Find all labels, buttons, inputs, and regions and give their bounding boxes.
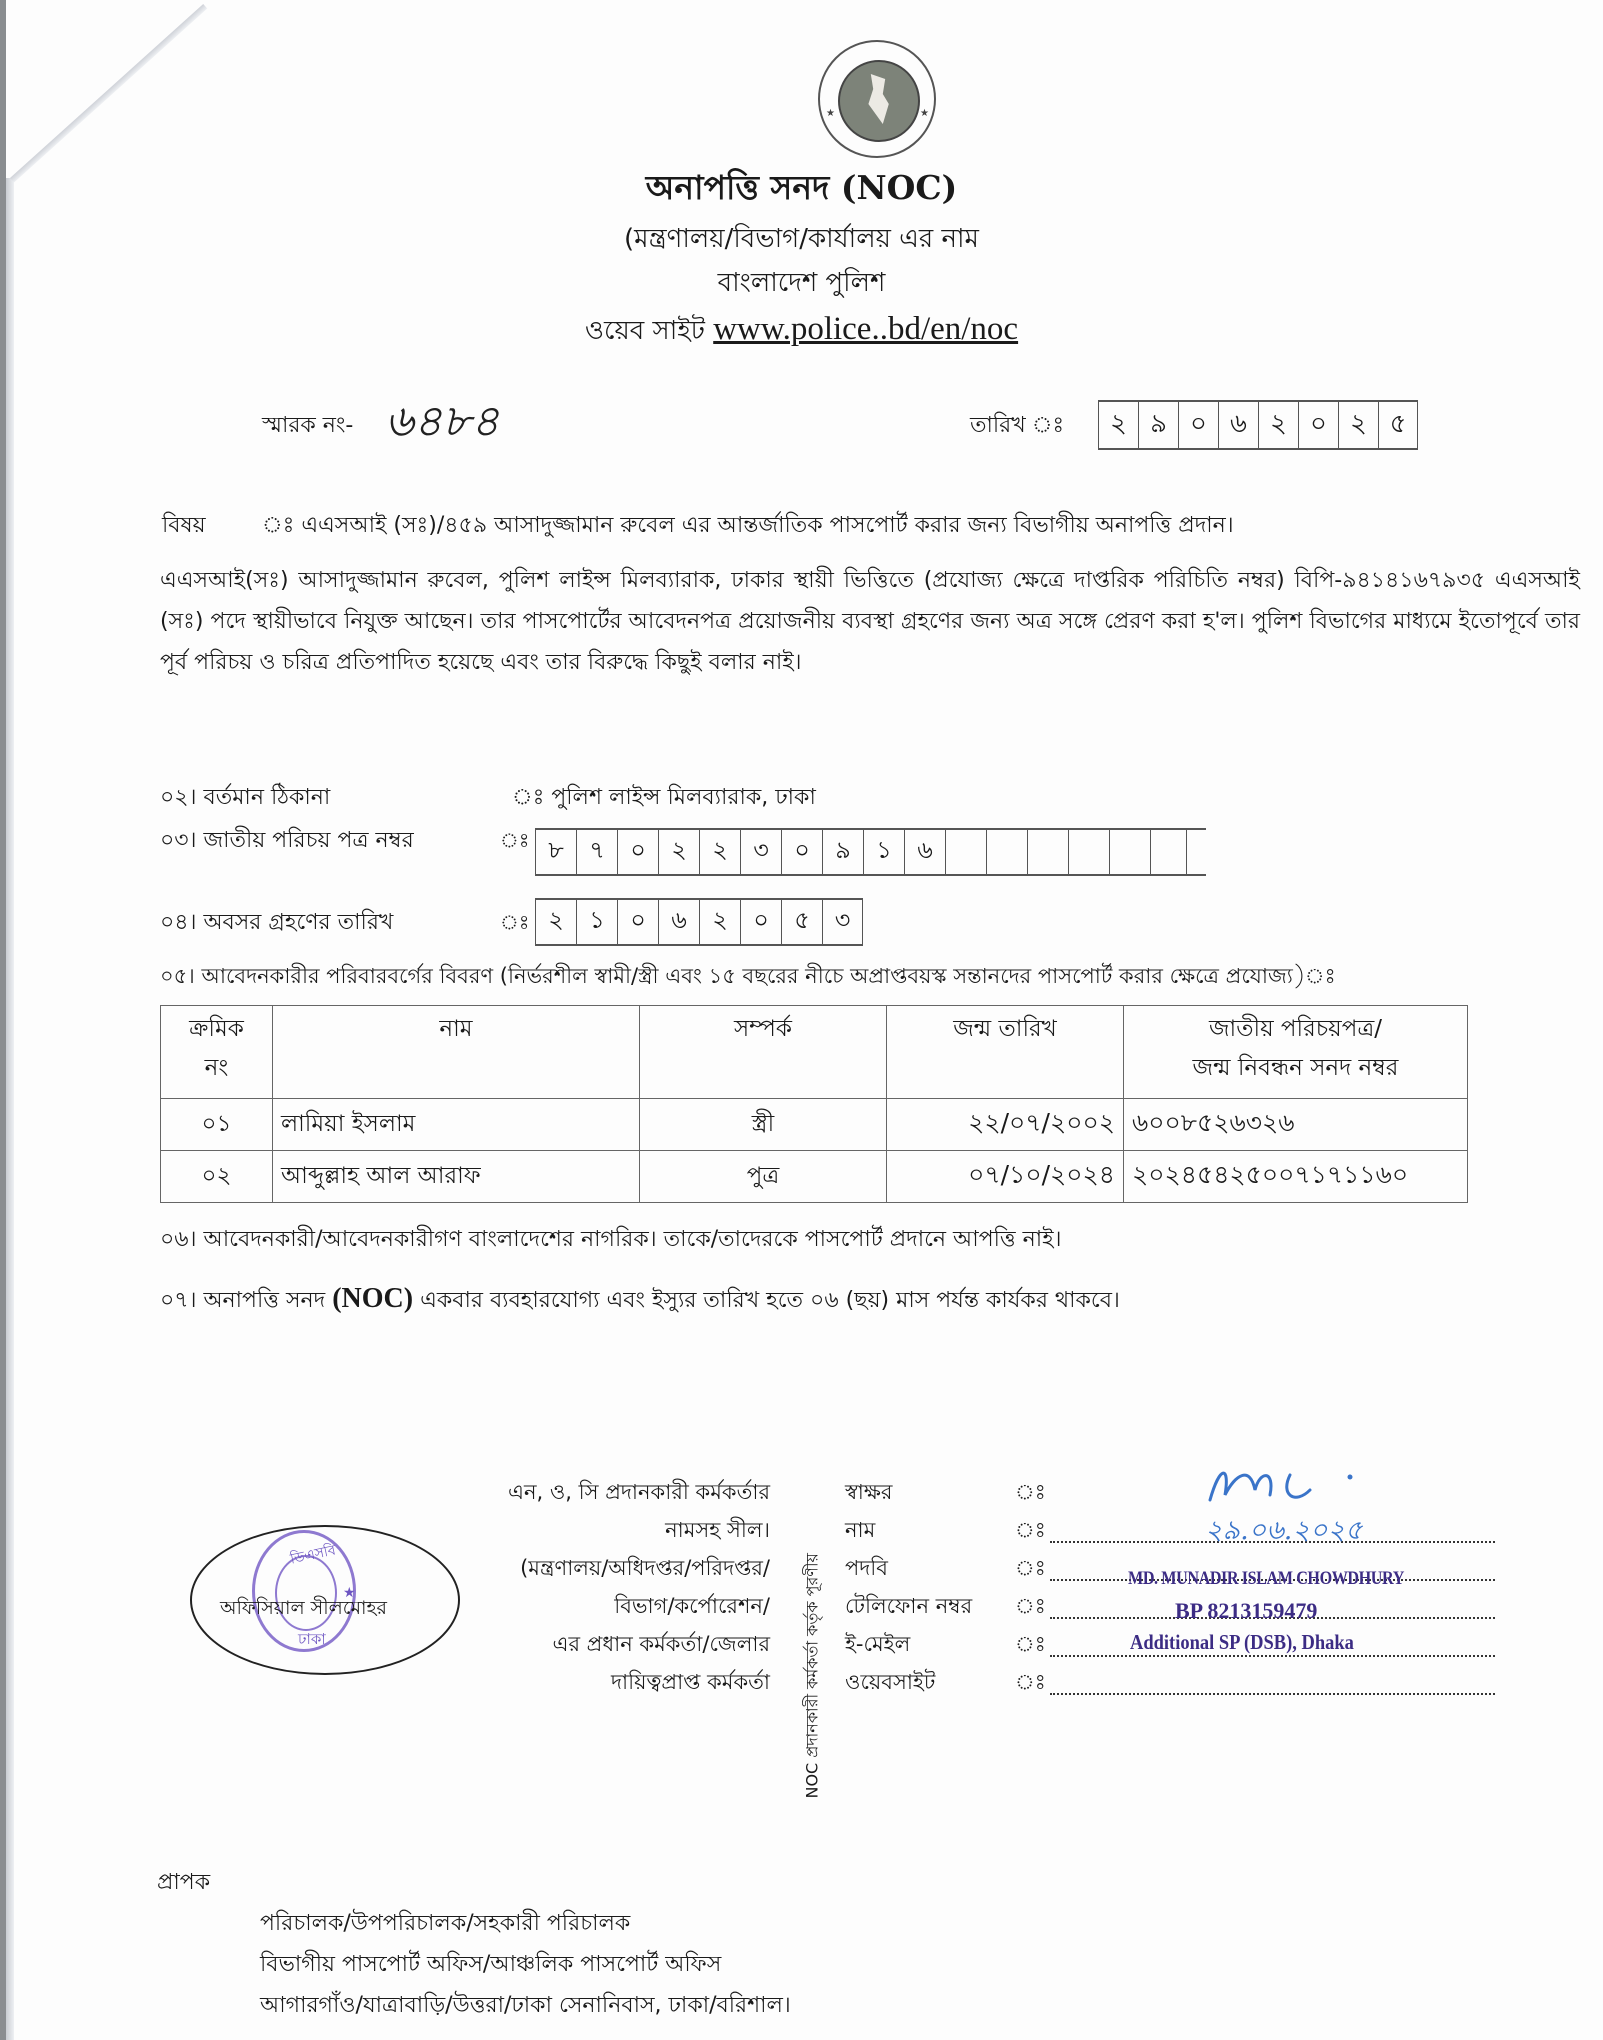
field-label: ওয়েবসাইট xyxy=(845,1670,936,1694)
cell-name: লামিয়া ইসলাম xyxy=(273,1099,640,1151)
retirement-digit: ০ xyxy=(617,900,658,944)
star-icon: ★ xyxy=(826,108,835,119)
retirement-date-boxes xyxy=(535,898,863,946)
field-colon: ঃ xyxy=(1015,1556,1046,1580)
recipient-line: বিভাগীয় পাসপোর্ট অফিস/আঞ্চলিক পাসপোর্ট অফিস xyxy=(260,1952,722,1977)
nid-digit: ৯ xyxy=(822,830,863,874)
table-row xyxy=(161,1099,1468,1151)
ministry-line: (মন্ত্রণালয়/বিভাগ/কার্যালয় এর নাম xyxy=(623,224,979,254)
cell-id-number: ৬০০৮৫২৬৩২৬ xyxy=(1124,1099,1468,1151)
document-title: অনাপত্তি সনদ (NOC) xyxy=(645,168,958,207)
retirement-digit: ৫ xyxy=(781,900,822,944)
column-header-name: নাম xyxy=(273,1006,640,1099)
validity-suffix: একবার ব্যবহারযোগ্য এবং ইস্যুর তারিখ হতে ০৬ (ছয়) মাস পর্যন্ত কার্যকর থাকবে। xyxy=(420,1288,1120,1313)
validity-prefix: ০৭। অনাপত্তি সনদ xyxy=(160,1288,326,1313)
paper-fold-corner xyxy=(10,4,207,182)
field-name xyxy=(845,1511,1495,1549)
ink-seal-top-text: ডিএসবি xyxy=(288,1542,338,1568)
recipient-line: আগারগাঁও/যাত্রাবাড়ি/উত্তরা/ঢাকা সেনানিবাস, ঢাকা/বরিশাল। xyxy=(260,1993,791,2018)
nid-digit-empty xyxy=(1186,830,1206,874)
header-id-line2: জন্ম নিবন্ধন সনদ নম্বর xyxy=(1192,1055,1399,1081)
website-label: ওয়েব সাইট xyxy=(584,316,705,346)
date-digit: ২ xyxy=(1098,402,1138,448)
address-value: ঃ পুলিশ লাইন্স মিলব্যারাক, ঢাকা xyxy=(512,785,816,810)
column-header-serial xyxy=(161,1006,273,1099)
field-label: টেলিফোন নম্বর xyxy=(845,1594,973,1618)
subject-text: ঃ এএসআই (সঃ)/৪৫৯ আসাদুজ্জামান রুবেল এর আন্তর্জাতিক পাসপোর্ট করার জন্য বিভাগীয় অনাপত্তি প্রদান। xyxy=(262,513,1234,538)
cell-serial: ০১ xyxy=(161,1099,273,1151)
header-serial-line1: ক্রমিক xyxy=(189,1016,244,1042)
cell-dob: ২২/০৭/২০০২ xyxy=(887,1099,1124,1151)
handwritten-signature-icon xyxy=(1200,1455,1380,1515)
stamp-bp-number: BP 8213159479 xyxy=(1175,1598,1318,1623)
date-digit: ০ xyxy=(1178,402,1218,448)
cell-relation: পুত্র xyxy=(640,1151,887,1203)
nid-digit: ৮ xyxy=(535,830,576,874)
ink-seal-bottom-text: ঢাকা xyxy=(298,1630,326,1648)
field-colon: ঃ xyxy=(1015,1670,1046,1694)
citizenship-statement: ০৬। আবেদনকারী/আবেদনকারীগণ বাংলাদেশের নাগরিক। তাকে/তাদেরকে পাসপোর্ট প্রদানে আপত্তি নাই। xyxy=(160,1227,1062,1252)
recipient-line: পরিচালক/উপপরিচালক/সহকারী পরিচালক xyxy=(260,1911,631,1936)
date-digit: ০ xyxy=(1298,402,1338,448)
officer-description-line: নামসহ সীল। xyxy=(665,1518,770,1542)
cell-serial: ০২ xyxy=(161,1151,273,1203)
family-table xyxy=(160,1005,1468,1203)
date-digit: ২ xyxy=(1258,402,1298,448)
date-boxes xyxy=(1098,400,1418,450)
column-header-relation: সম্পর্ক xyxy=(640,1006,887,1099)
nid-digit-empty xyxy=(1109,830,1150,874)
stamp-designation: Additional SP (DSB), Dhaka xyxy=(1130,1630,1354,1654)
date-digit: ৫ xyxy=(1378,402,1418,448)
bangladesh-government-seal-icon xyxy=(818,40,936,158)
star-icon: ★ xyxy=(920,108,929,119)
date-digit: ২ xyxy=(1338,402,1378,448)
cell-name: আব্দুল্লাহ আল আরাফ xyxy=(273,1151,640,1203)
officer-description-line: এন, ও, সি প্রদানকারী কর্মকর্তার xyxy=(507,1480,770,1504)
retirement-digit: ১ xyxy=(576,900,617,944)
official-seal-label: অফিসিয়াল সীলমোহর xyxy=(220,1597,387,1619)
signature-date: ২৯.০৬.২০২৫ xyxy=(1205,1515,1363,1546)
header-id-line1: জাতীয় পরিচয়পত্র/ xyxy=(1208,1016,1382,1042)
nid-label: ০৩। জাতীয় পরিচয় পত্র নম্বর xyxy=(160,828,414,853)
cell-dob: ০৭/১০/২০২৪ xyxy=(887,1151,1124,1203)
field-label: নাম xyxy=(845,1518,876,1542)
table-row xyxy=(161,1151,1468,1203)
recipient-address xyxy=(260,1903,791,2026)
nid-digit-empty xyxy=(945,830,986,874)
date-digit: ৬ xyxy=(1218,402,1258,448)
vertical-note-text: NOC প্রদানকারী কর্মকর্তা কর্তৃক পূরণীয় xyxy=(802,1553,822,1799)
retirement-label: ০৪। অবসর গ্রহণের তারিখ xyxy=(160,910,394,935)
nid-digit: ০ xyxy=(617,830,658,874)
cell-relation: স্ত্রী xyxy=(640,1099,887,1151)
nid-digit-empty xyxy=(986,830,1027,874)
field-colon: ঃ xyxy=(1015,1594,1046,1618)
recipient-label: প্রাপক xyxy=(157,1870,211,1895)
validity-noc: (NOC) xyxy=(332,1283,414,1314)
nid-digit: ৭ xyxy=(576,830,617,874)
memo-number: ৬৪৮৪ xyxy=(385,396,500,447)
seal-inner-disc xyxy=(838,60,920,142)
table-header-row xyxy=(161,1006,1468,1099)
website-link[interactable]: www.police..bd/en/noc xyxy=(713,311,1019,347)
nid-digit: ১ xyxy=(863,830,904,874)
family-heading: ০৫। আবেদনকারীর পরিবারবর্গের বিবরণ (নির্ভরশীল স্বামী/স্ত্রী এবং ১৫ বছরের নীচে অপ্রাপ্তবয়স্ক সন্তানদের পাসপোর্ট করার ক্ষেত্রে প্রযোজ্য)ঃ xyxy=(160,964,1336,988)
field-colon: ঃ xyxy=(1015,1480,1046,1504)
officer-description-line: এর প্রধান কর্মকর্তা/জেলার xyxy=(552,1632,770,1656)
retirement-digit: ২ xyxy=(535,900,576,944)
cell-id-number: ২০২৪৫৪২৫০০৭১৭১১৬০ xyxy=(1124,1151,1468,1203)
field-label: স্বাক্ষর xyxy=(845,1480,893,1504)
column-header-dob: জন্ম তারিখ xyxy=(887,1006,1124,1099)
officer-description-line: বিভাগ/কর্পোরেশন/ xyxy=(614,1594,770,1618)
retirement-digit: ৩ xyxy=(822,900,863,944)
field-colon: ঃ xyxy=(1015,1518,1046,1542)
organization-name: বাংলাদেশ পুলিশ xyxy=(717,268,886,298)
paper-fold xyxy=(6,178,14,2040)
nid-digit-empty xyxy=(1150,830,1186,874)
retirement-colon: ঃ xyxy=(500,910,530,934)
retirement-digit: ৬ xyxy=(658,900,699,944)
memo-label: স্মারক নং- xyxy=(262,413,354,438)
vertical-note xyxy=(798,1440,828,1800)
header-serial-line2: নং xyxy=(204,1055,229,1081)
field-dotted-line xyxy=(1050,1671,1495,1695)
field-label: পদবি xyxy=(845,1556,888,1580)
nid-digit: ০ xyxy=(781,830,822,874)
date-label: তারিখ ঃ xyxy=(970,413,1065,438)
column-header-id xyxy=(1124,1006,1468,1099)
body-paragraph: এএসআই(সঃ) আসাদুজ্জামান রুবেল, পুলিশ লাইন্স মিলব্যারাক, ঢাকার স্থায়ী ভিত্তিতে (প্রযোজ্য ক্ষেত্রে দাপ্তরিক পরিচিতি নম্বর) বিপি-৯৪১৪১৬৭৯৩৫ এএসআই (সঃ) পদে স্থায়ীভাবে নিযুক্ত আছেন। তার পাসপোর্টের আবেদনপত্র প্রয়োজনীয় ব্যবস্থা গ্রহণের জন্য অত্র সঙ্গে প্রেরণ করা হ'ল। পুলিশ বিভাগের মাধ্যমে ইতোপূর্বে তার পূর্ব পরিচয় ও চরিত্র প্রতিপাদিত হয়েছে এবং তার বিরুদ্ধে কিছুই বলার নাই। xyxy=(160,568,1580,675)
nid-digit: ৬ xyxy=(904,830,945,874)
website-line xyxy=(0,310,1603,354)
officer-description-line: (মন্ত্রণালয়/অধিদপ্তর/পরিদপ্তর/ xyxy=(520,1556,770,1580)
stamp-officer-name: MD. MUNADIR ISLAM CHOWDHURY xyxy=(1128,1568,1404,1589)
retirement-digit: ০ xyxy=(740,900,781,944)
date-digit: ৯ xyxy=(1138,402,1178,448)
subject-label: বিষয় xyxy=(162,513,206,538)
retirement-digit: ২ xyxy=(699,900,740,944)
nid-digit: ৩ xyxy=(740,830,781,874)
nid-digit-empty xyxy=(1068,830,1109,874)
nid-digit: ২ xyxy=(658,830,699,874)
officer-description-line: দায়িত্বপ্রাপ্ত কর্মকর্তা xyxy=(610,1670,770,1694)
nid-digit-empty xyxy=(1027,830,1068,874)
field-colon: ঃ xyxy=(1015,1632,1046,1656)
field-label: ই-মেইল xyxy=(845,1632,911,1656)
field-telephone xyxy=(845,1587,1495,1625)
validity-statement xyxy=(160,1283,1120,1320)
field-website xyxy=(845,1663,1495,1701)
address-label: ০২। বর্তমান ঠিকানা xyxy=(160,785,331,810)
field-signature xyxy=(845,1473,1495,1511)
nid-digit: ২ xyxy=(699,830,740,874)
nid-boxes xyxy=(535,828,1206,876)
nid-colon: ঃ xyxy=(500,828,530,852)
star-icon: ★ xyxy=(343,1585,356,1601)
bangladesh-map-icon xyxy=(866,74,890,124)
